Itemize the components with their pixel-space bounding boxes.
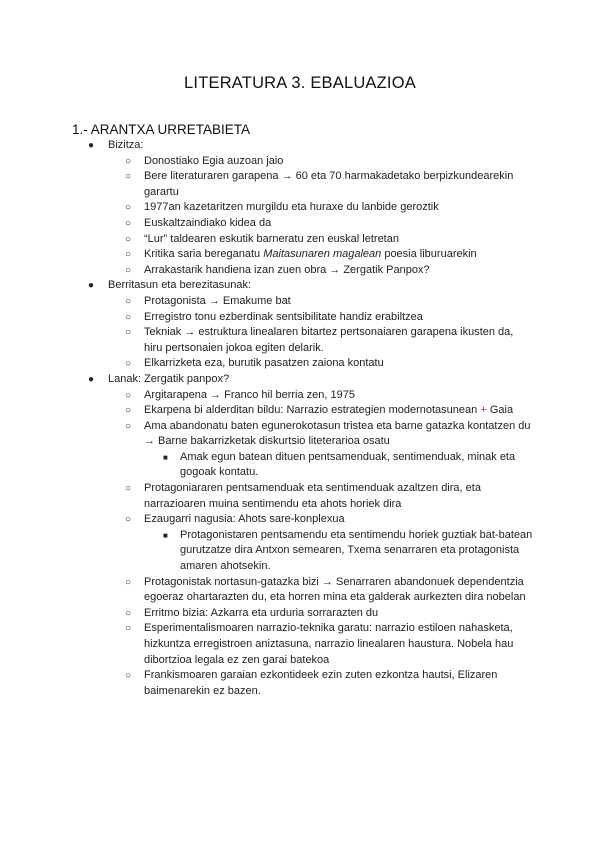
list-item — [108, 310, 534, 326]
list-item — [144, 528, 534, 575]
sublist-lanak — [108, 388, 534, 700]
sublist-level3 — [144, 450, 534, 481]
list-item-text: Protagoniararen pentsamenduak eta sentimenduak azaltzen dira, eta narrazioaren muina sentimendu eta ahots horiek dira — [144, 482, 481, 510]
list-item — [108, 481, 534, 512]
list-item-berritasun — [72, 278, 534, 372]
list-item-text: “Lur” taldearen eskutik barneratu zen euskal letretan — [144, 232, 399, 245]
circle-bullet-icon: ○ — [125, 607, 132, 619]
square-bullet-icon: ■ — [163, 452, 168, 462]
circle-bullet-icon: ○ — [125, 217, 132, 229]
list-item — [108, 606, 534, 622]
list-item-text: Esperimentalismoaren narrazio-teknika garatu: narrazio estiloen nahasketa, hizkuntza erregistroen aniztasuna, narrazio linealaren haustura. Nobela hau dibortzioa legala ez zen garai batekoa — [144, 622, 514, 666]
sublist-berritasun — [108, 294, 534, 372]
list-item-text: Tekniak → estruktura linealaren bitartez pertsonaiaren garapena ikusten da, hiru pertsonaien jokoa egiten delarik. — [144, 326, 514, 354]
list-item — [108, 200, 534, 216]
list-item-text: 1977an kazetaritzen murgildu eta huraxe du lanbide geroztik — [144, 201, 439, 214]
list-item-text: Argitarapena → Franco hil berria zen, 1975 — [144, 388, 355, 401]
list-item — [108, 294, 534, 310]
list-item-text: Bere literaturaren garapena → 60 eta 70 harmakadetako berpizkundearekin garartu — [144, 170, 514, 198]
list-item-text: Erritmo bizia: Azkarra eta urduria sorrarazten du — [144, 606, 379, 619]
document-body — [72, 138, 534, 699]
list-item-text: Protagonista → Emakume bat — [144, 294, 291, 307]
disc-bullet-icon: ● — [88, 280, 95, 292]
list-item — [108, 154, 534, 170]
disc-bullet-icon: ● — [88, 140, 95, 151]
list-item-text: Arrakastarik handiena izan zuen obra → Zergatik Panpox? — [144, 263, 430, 276]
list-item — [108, 232, 534, 248]
circle-bullet-icon: ○ — [125, 389, 132, 401]
circle-bullet-icon: ○ — [125, 311, 132, 323]
sublist-level3 — [144, 528, 534, 575]
list-item-text: Erregistro tonu ezberdinak sentsibilitate handiz erabiltzea — [144, 310, 423, 323]
list-item-text: poesia liburuarekin — [381, 248, 477, 261]
list-item-heading: Berritasun eta berezitasunak: — [108, 279, 252, 292]
circle-bullet-icon: ○ — [125, 358, 132, 370]
list-item-heading: Bizitza: — [108, 139, 144, 151]
document-title: LITERATURA 3. EBALUAZIOA — [184, 74, 416, 92]
circle-bullet-icon: ○ — [125, 264, 132, 276]
list-item-text: Gaia — [486, 404, 514, 417]
circle-bullet-icon: ○ — [125, 233, 132, 245]
list-item-text: Euskaltzaindiako kidea da — [144, 216, 272, 229]
circle-bullet-icon: ○ — [125, 623, 132, 635]
list-item — [108, 247, 534, 263]
list-item — [108, 403, 534, 419]
circle-bullet-icon: ○ — [125, 295, 132, 307]
list-item — [108, 668, 534, 699]
list-item-heading: Lanak: Zergatik panpox? — [108, 372, 230, 385]
list-item-lanak — [72, 372, 534, 699]
list-item-text: Protagonistaren pentsamendu eta sentimendu horiek guztiak bat-batean gurutzatze dira Antxon semearen, Txema senarraren eta protagonista amaren ahotsekin. — [180, 528, 533, 573]
list-item-text: Ezaugarri nagusia: Ahots sare-konplexua — [144, 513, 345, 526]
list-item — [108, 216, 534, 232]
plus-sign: + — [480, 404, 487, 417]
list-item-text: Donostiako Egia auzoan jaio — [144, 154, 284, 167]
list-item-bizitza — [72, 138, 534, 278]
list-item — [108, 419, 534, 481]
circle-bullet-icon: ○ — [125, 405, 132, 417]
list-item-text: Amak egun batean dituen pentsamenduak, sentimenduak, minak eta gogoak kontatu. — [180, 450, 516, 479]
main-list — [72, 138, 534, 699]
list-item — [108, 621, 534, 668]
circle-bullet-icon: ○ — [125, 202, 132, 214]
section-heading: 1.- ARANTXA URRETABIETA — [72, 122, 251, 137]
circle-bullet-icon: ○ — [125, 171, 132, 183]
list-item-text: Frankismoaren garaian ezkontideek ezin zuten ezkontza hautsi, Elizaren baimenarekin ez bazen. — [144, 669, 498, 697]
list-item — [108, 575, 534, 606]
circle-bullet-icon: ○ — [125, 483, 132, 495]
list-item — [108, 169, 534, 200]
list-item-text: Elkarrizketa eza, burutik pasatzen zaiona kontatu — [144, 357, 384, 370]
list-item-text: Protagonistak nortasun-gatazka bizi → Senarraren abandonuek dependentzia egoeraz ohartarazten du, eta horren mina eta galderak aurkezten dira nobelan — [144, 575, 526, 604]
circle-bullet-icon: ○ — [125, 420, 132, 432]
sublist-bizitza — [108, 154, 534, 279]
circle-bullet-icon: ○ — [125, 514, 132, 526]
list-item — [108, 356, 534, 372]
book-title: Maitasunaren magalean — [263, 248, 382, 261]
circle-bullet-icon: ○ — [125, 576, 132, 588]
circle-bullet-icon: ○ — [125, 155, 132, 167]
list-item-text: Kritika saria bereganatu — [144, 248, 264, 261]
list-item — [108, 512, 534, 574]
disc-bullet-icon: ● — [88, 373, 95, 385]
list-item — [108, 388, 534, 404]
list-item — [108, 325, 534, 356]
list-item-text: Ama abandonatu baten egunerokotasun tristea eta barne gatazka kontatzen du → Barne bakarrizketak diskurtsio liteterarioa osatu — [144, 419, 531, 448]
square-bullet-icon: ■ — [163, 530, 168, 540]
circle-bullet-icon: ○ — [125, 327, 132, 339]
circle-bullet-icon: ○ — [125, 670, 132, 682]
list-item-text: Ekarpena bi alderditan bildu: Narrazio estrategien modernotasunean — [144, 404, 481, 417]
list-item — [144, 450, 534, 481]
circle-bullet-icon: ○ — [125, 249, 132, 261]
list-item — [108, 263, 534, 279]
